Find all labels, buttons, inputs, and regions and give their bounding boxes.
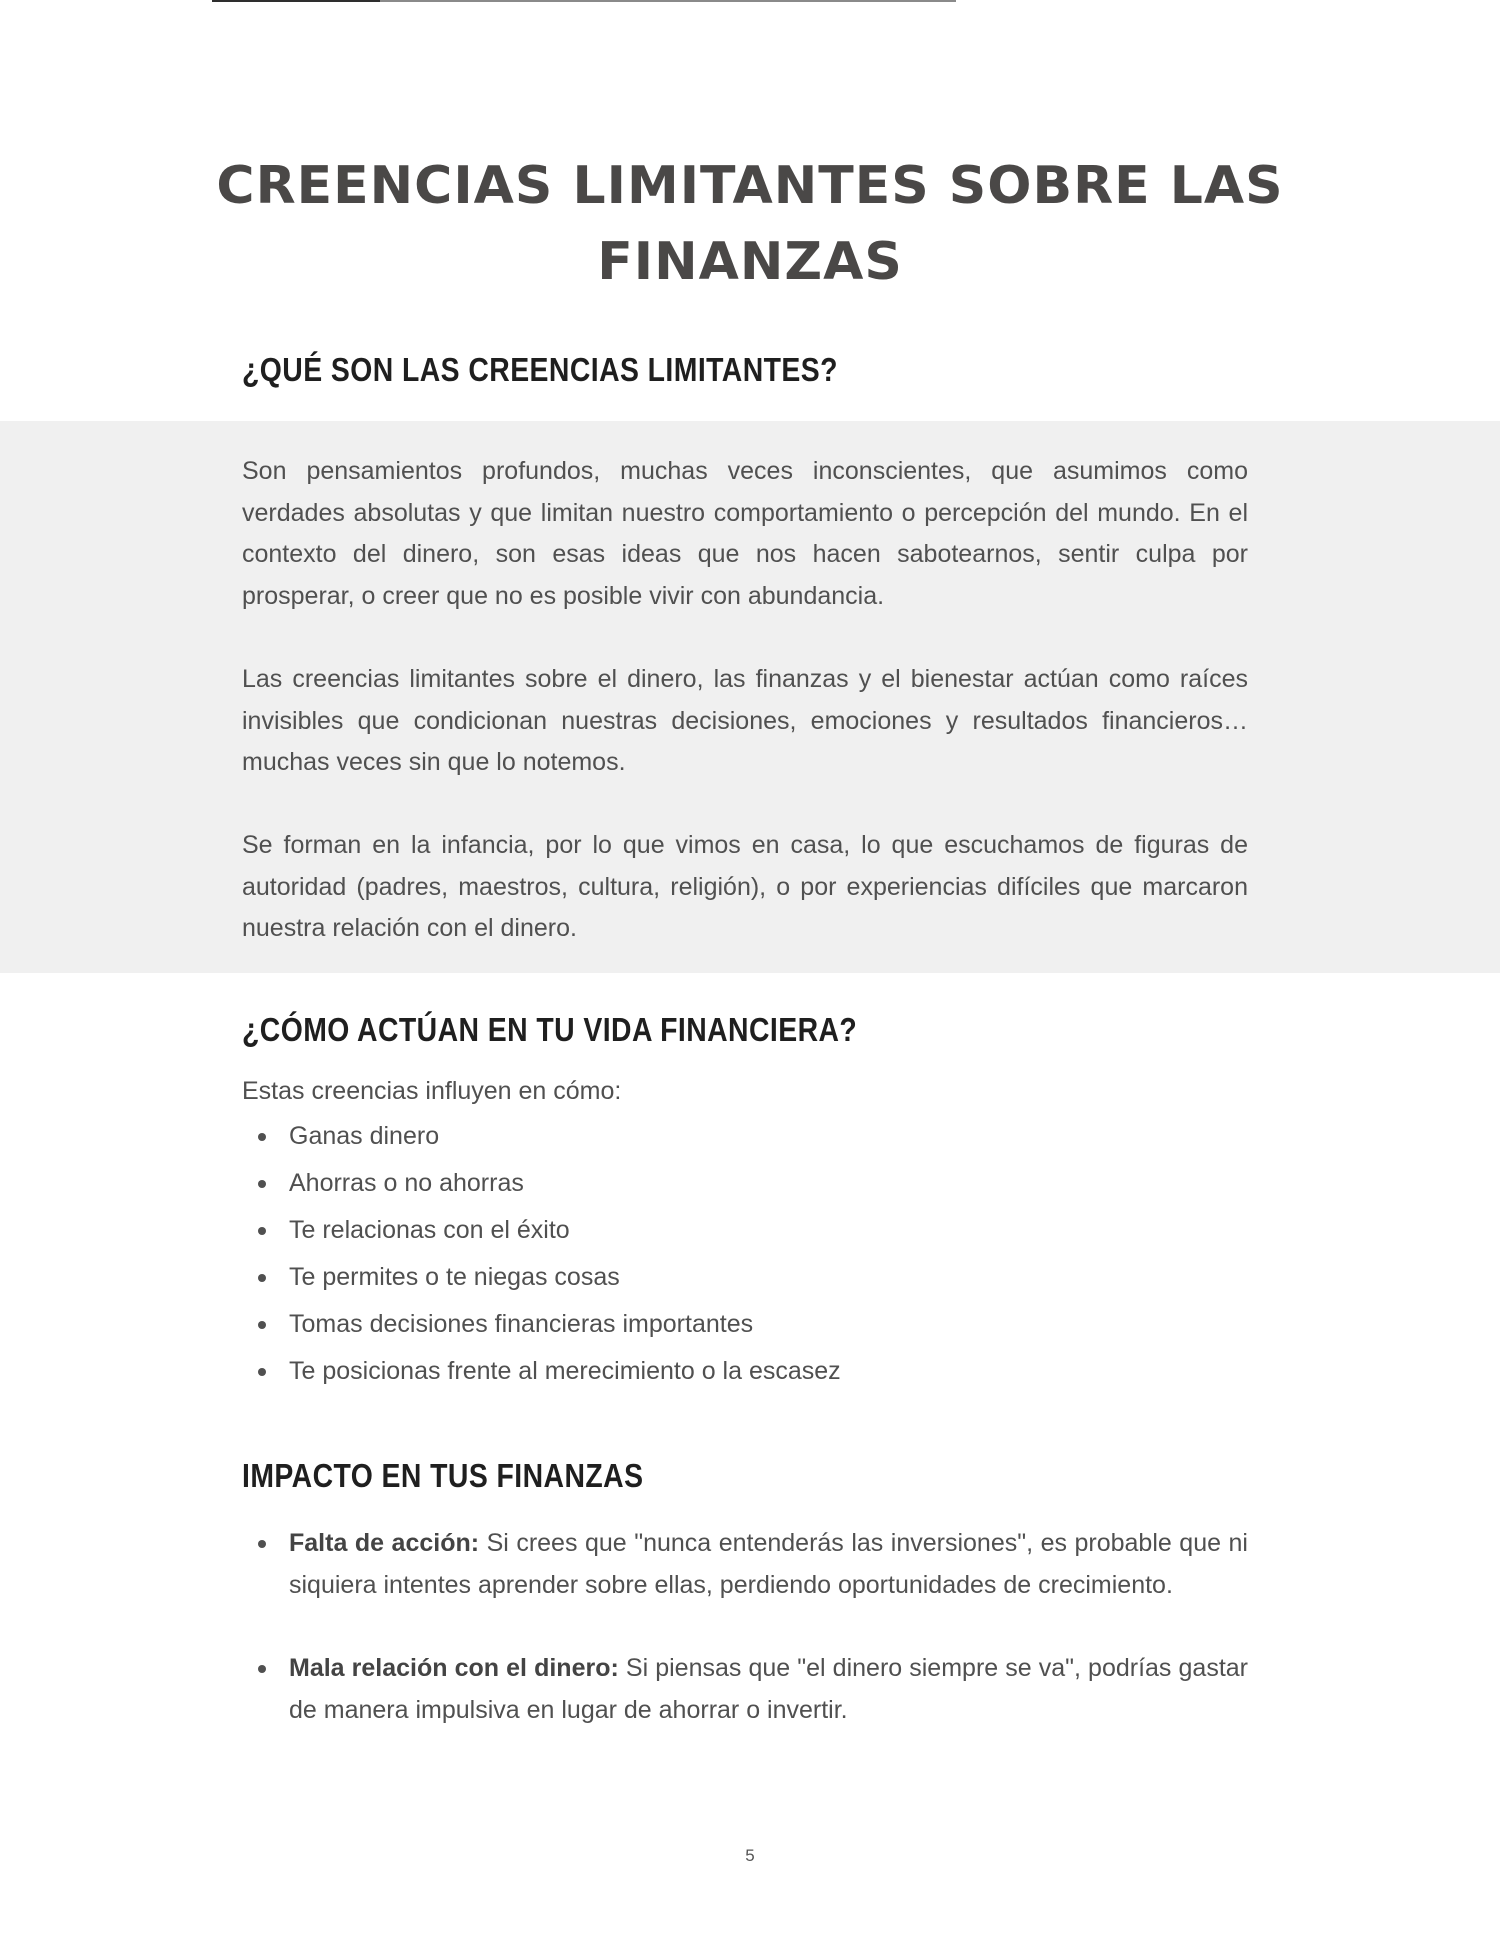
bullet-icon — [258, 1321, 266, 1329]
impact-item-label: Mala relación con el dinero: — [289, 1654, 619, 1682]
list-item-text: Te posicionas frente al merecimiento o la escasez — [289, 1357, 841, 1385]
impact-list — [242, 1523, 1248, 1731]
bullet-icon — [258, 1368, 266, 1376]
list-item — [242, 1163, 1248, 1210]
list-item-text: Ahorras o no ahorras — [289, 1169, 524, 1197]
top-rule-accent — [212, 0, 380, 2]
influence-list — [242, 1116, 1248, 1398]
impact-item-text: Si piensas que "el dinero siempre se va", podrías gastar de manera impulsiva en lugar de ahorrar o invertir. — [289, 1654, 1249, 1724]
bullet-icon — [258, 1274, 266, 1282]
list-item — [242, 1304, 1248, 1351]
list-item — [242, 1210, 1248, 1257]
bullet-icon — [258, 1540, 266, 1548]
list-item-text: Tomas decisiones financieras importantes — [289, 1310, 754, 1338]
impact-item-mala-relacion — [242, 1648, 1248, 1731]
list-item — [242, 1351, 1248, 1398]
paragraph-invisible-roots: Las creencias limitantes sobre el dinero, las finanzas y el bienestar actúan como raíces invisibles que condicionan nuestras decisiones, emociones y resultados financieros… muchas veces sin que lo notemos. — [242, 665, 1248, 776]
paragraph-origin: Se forman en la infancia, por lo que vimos en casa, lo que escuchamos de figuras de autoridad (padres, maestros, cultura, religión), o por experiencias difíciles que marcaron nuestra relación con el dinero. — [242, 831, 1248, 942]
paragraph-definition: Son pensamientos profundos, muchas veces inconscientes, que asumimos como verdades absolutas y que limitan nuestro comportamiento o percepción del mundo. En el contexto del dinero, son esas ideas que nos hacen sabotearnos, sentir culpa por prosperar, o creer que no es posible vivir con abundancia. — [242, 457, 1248, 610]
impact-item-text: Si crees que "nunca entenderás las inversiones", es probable que ni siquiera intentes aprender sobre ellas, perdiendo oportunidades de crecimiento. — [289, 1529, 1248, 1599]
bullet-icon — [258, 1665, 266, 1673]
page-title-line-1: CREENCIAS LIMITANTES SOBRE LAS — [216, 156, 1284, 216]
list-item-text: Ganas dinero — [289, 1122, 440, 1150]
section-heading-que-son: ¿QUÉ SON LAS CREENCIAS LIMITANTES? — [242, 351, 838, 388]
bullet-icon — [258, 1227, 266, 1235]
impact-item-falta-de-accion — [242, 1523, 1248, 1606]
section-heading-como-actuan: ¿CÓMO ACTÚAN EN TU VIDA FINANCIERA? — [242, 1011, 858, 1048]
page-number: 5 — [745, 1846, 755, 1865]
section-heading-impacto: IMPACTO EN TUS FINANZAS — [242, 1457, 644, 1494]
bullet-icon — [258, 1180, 266, 1188]
page-title-line-2: FINANZAS — [597, 232, 903, 292]
list-item-text: Te permites o te niegas cosas — [289, 1263, 620, 1291]
list-intro: Estas creencias influyen en cómo: — [242, 1077, 622, 1105]
page-title — [150, 148, 1350, 300]
list-item — [242, 1116, 1248, 1163]
impact-item-label: Falta de acción: — [289, 1529, 480, 1557]
list-item — [242, 1257, 1248, 1304]
list-item-text: Te relacionas con el éxito — [289, 1216, 570, 1244]
bullet-icon — [258, 1133, 266, 1141]
